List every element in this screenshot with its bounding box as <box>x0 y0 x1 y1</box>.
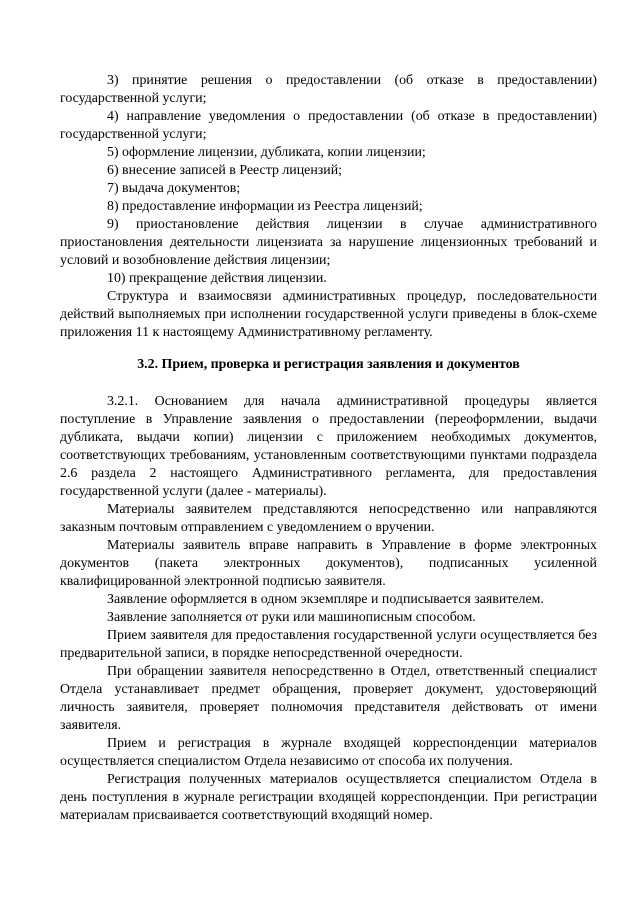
paragraph-electronic-documents: Материалы заявитель вправе направить в Управление в форме электронных документов (пакета электронных документов), подписанных усиленной квалифицированной электронной подписью заявителя. <box>60 538 597 589</box>
paragraph-single-copy: Заявление оформляется в одном экземпляре и подписывается заявителем. <box>107 592 544 607</box>
list-item-7: 7) выдача документов; <box>107 181 241 196</box>
paragraph-registration-journal: Прием и регистрация в журнале входящей корреспонденции материалов осуществляется специалистом Отдела независимо от способа их получения. <box>60 736 597 769</box>
paragraph-direct-appeal: При обращении заявителя непосредственно в Отдел, ответственный специалист Отдела устанавливает предмет обращения, проверяет документ, удостоверяющий личность заявителя, проверяет полномочия представителя действовать от имени заявителя. <box>60 664 597 733</box>
structure-paragraph: Структура и взаимосвязи административных процедур, последовательности действий выполняемых при исполнении государственной услуги приведены в блок-схеме приложения 11 к настоящему Административному регламенту. <box>60 289 597 340</box>
paragraph-fill-method: Заявление заполняется от руки или машинописным способом. <box>107 610 476 625</box>
paragraph-registration-number: Регистрация полученных материалов осуществляется специалистом Отдела в день поступления в журнале регистрации входящей корреспонденции. При регистрации материалам присваивается соответствующий входящий номер. <box>60 772 597 823</box>
list-item-8: 8) предоставление информации из Реестра лицензий; <box>107 199 423 214</box>
list-item-6: 6) внесение записей в Реестр лицензий; <box>107 163 342 178</box>
list-item-4: 4) направление уведомления о предоставлении (об отказе в предоставлении) государственной услуги; <box>60 109 597 142</box>
list-item-10: 10) прекращение действия лицензии. <box>107 271 327 286</box>
list-item-5: 5) оформление лицензии, дубликата, копии лицензии; <box>107 145 426 160</box>
paragraph-3-2-1: 3.2.1. Основанием для начала административной процедуры является поступление в Управление заявления о предоставлении (переоформлении, выдачи дубликата, выдачи копии) лицензии с приложением необходимых документов, соответствующих требованиям, установленным соответствующими пунктами подраздела 2.6 раздела 2 настоящего Административного регламента, для предоставления государственной услуги (далее - материалы). <box>60 394 597 499</box>
list-item-9: 9) приостановление действия лицензии в случае административного приостановления деятельности лицензиата за нарушение лицензионных требований и условий и возобновление действия лицензии; <box>60 217 597 268</box>
paragraph-materials-submission: Материалы заявителем представляются непосредственно или направляются заказным почтовым отправлением с уведомлением о вручении. <box>60 502 597 535</box>
paragraph-reception: Прием заявителя для предоставления государственной услуги осуществляется без предварительной записи, в порядке непосредственной очередности. <box>60 628 597 661</box>
list-item-3: 3) принятие решения о предоставлении (об отказе в предоставлении) государственной услуги; <box>60 73 597 106</box>
section-heading: 3.2. Прием, проверка и регистрация заявления и документов <box>137 357 520 372</box>
document-page <box>60 72 597 825</box>
